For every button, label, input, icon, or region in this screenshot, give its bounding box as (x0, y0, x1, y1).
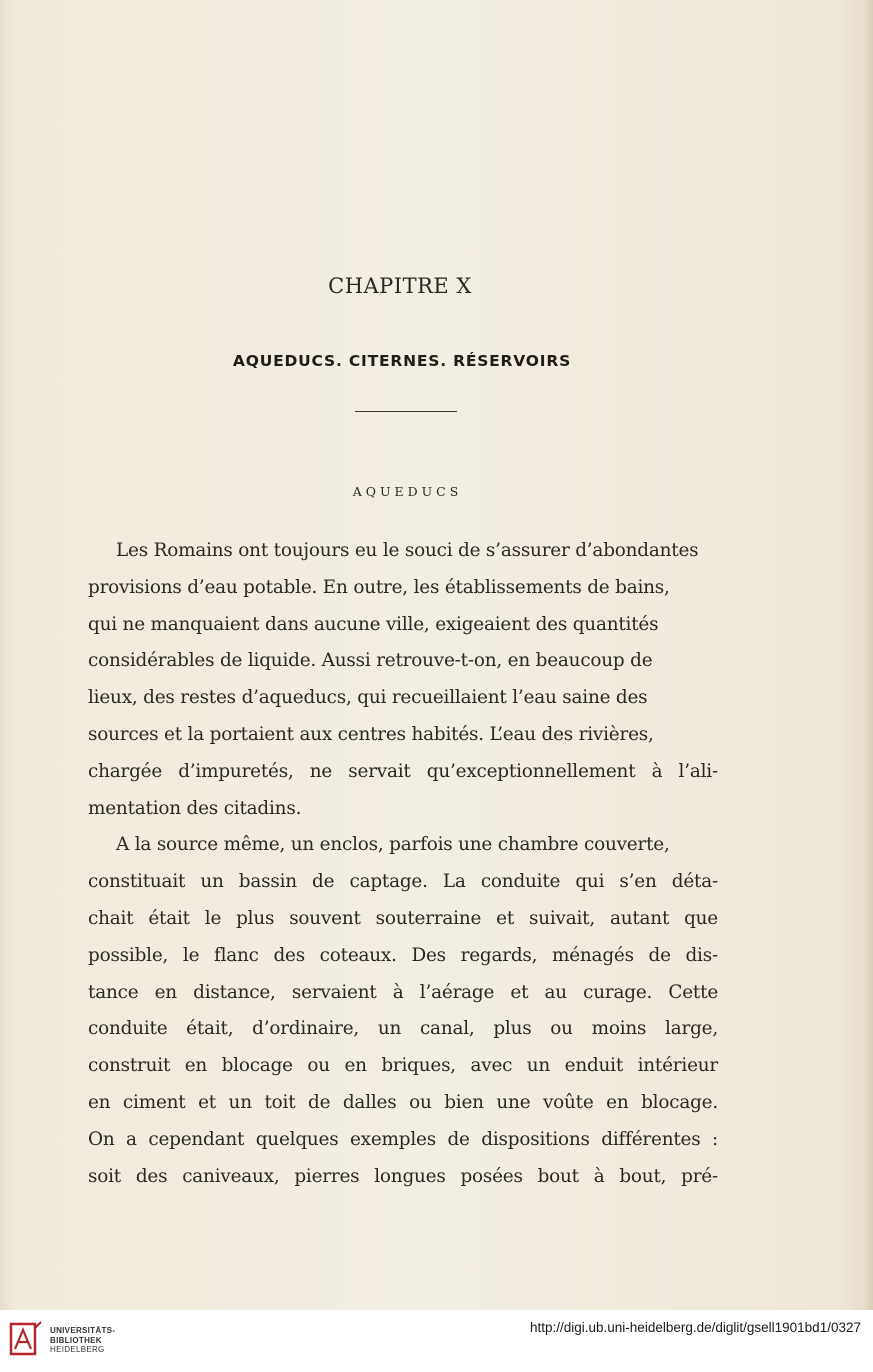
paragraph-2 (88, 827, 718, 1195)
library-name-line: UNIVERSITÄTS- (50, 1326, 116, 1335)
text-line: lieux, des restes d’aqueducs, qui recueillaient l’eau saine des (88, 687, 648, 709)
text-line: constituait un bassin de captage. La conduite qui s’en déta- (88, 871, 718, 893)
text-line: chargée d’impuretés, ne servait qu’exceptionnellement à l’ali- (88, 760, 718, 782)
library-name-line: HEIDELBERG (50, 1345, 105, 1354)
text-line: qui ne manquaient dans aucune ville, exigeaient des quantités (88, 613, 659, 635)
chapter-title: AQUEDUCS. CITERNES. RÉSERVOIRS (232, 352, 572, 370)
text-line: en ciment et un toit de dalles ou bien une voûte en blocage. (88, 1091, 718, 1113)
text-line: possible, le flanc des coteaux. Des regards, ménagés de dis- (88, 944, 718, 966)
text-line: A la source même, un enclos, parfois une chambre couverte, (116, 834, 670, 856)
page-edge (863, 0, 873, 1310)
library-logo-icon (8, 1318, 44, 1362)
section-heading: AQUEDUCS (352, 484, 463, 499)
library-name (50, 1326, 115, 1355)
text-line: On a cependant quelques exemples de dispositions différentes : (88, 1128, 718, 1150)
text-line: construit en blocage ou en briques, avec un enduit intérieur (88, 1055, 718, 1077)
title-divider (355, 411, 457, 412)
text-line: chait était le plus souvent souterraine et suivait, autant que (88, 907, 718, 929)
viewer-footer (0, 1310, 873, 1372)
text-line: tance en distance, servaient à l’aérage et au curage. Cette (88, 981, 718, 1003)
body-text (88, 533, 718, 1195)
text-line: considérables de liquide. Aussi retrouve-t-on, en beaucoup de (88, 650, 653, 672)
paragraph-1 (88, 533, 718, 827)
text-line: conduite était, d’ordinaire, un canal, plus ou moins large, (88, 1018, 718, 1040)
text-line: Les Romains ont toujours eu le souci de s’assurer d’abondantes (116, 540, 699, 561)
library-name-line: BIBLIOTHEK (50, 1335, 102, 1345)
chapter-heading: CHAPITRE X (328, 274, 472, 298)
text-line: mentation des citadins. (88, 797, 302, 819)
text-line: soit des caniveaux, pierres longues posées bout à bout, pré- (88, 1165, 718, 1187)
text-line: provisions d’eau potable. En outre, les établissements de bains, (88, 576, 670, 598)
text-line: sources et la portaient aux centres habités. L’eau des rivières, (88, 723, 654, 745)
source-url-link[interactable]: http://digi.ub.uni-heidelberg.de/diglit/gsell1901bd1/0327 (529, 1320, 861, 1335)
